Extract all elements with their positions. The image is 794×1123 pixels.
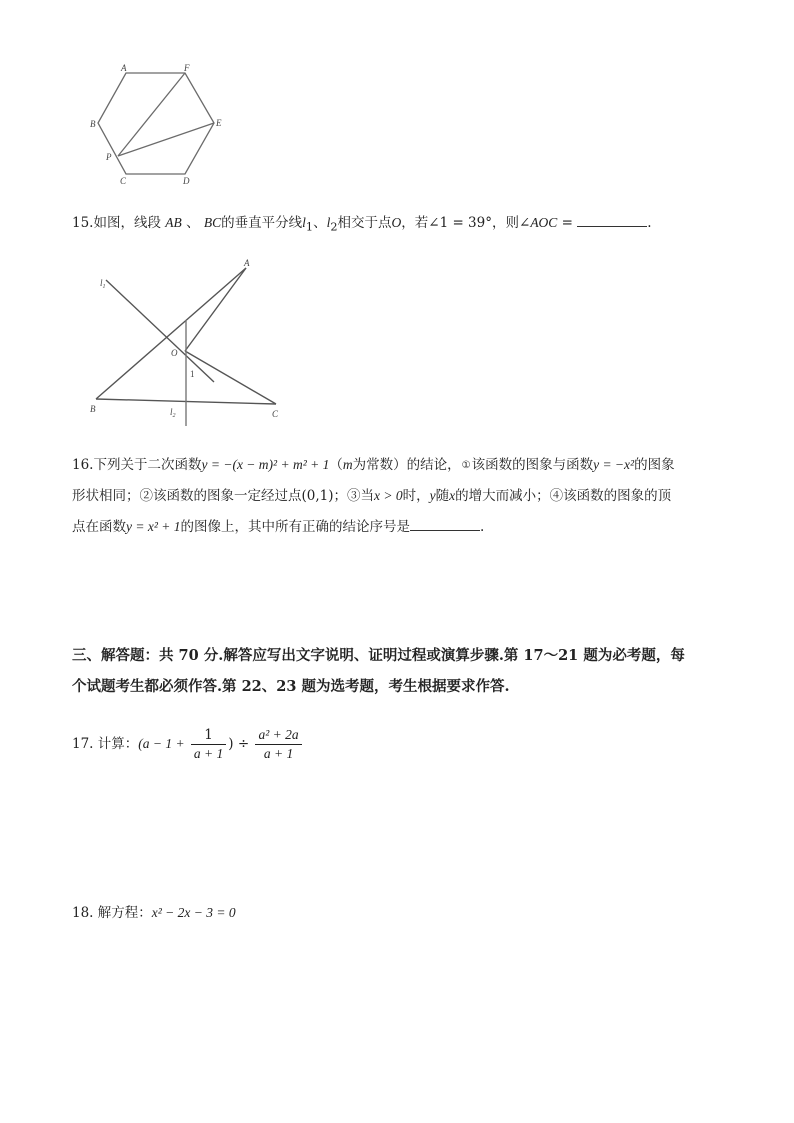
line-ab: [96, 268, 246, 399]
answer-blank-15[interactable]: [577, 212, 647, 227]
q15-number: 15.: [72, 215, 94, 231]
label-o: O: [171, 348, 178, 358]
question-16-line-3: 点在函数y = x² + 1的图像上，其中所有正确的结论序号是 .: [72, 512, 484, 542]
q17-label: 17. 计算：: [72, 736, 139, 752]
segment-pe: [118, 123, 214, 156]
question-16-line-1: 16.下列关于二次函数y = −(x − m)² + m² + 1（m为常数）的结论，①该函数的图象与函数y = −x²的图象: [72, 457, 675, 473]
question-16-line-2: 形状相同；②该函数的图象一定经过点(0,1)；③当x > 0时，y随x的增大而减小；④该函数的图象的顶: [72, 488, 672, 504]
label-p: P: [106, 152, 112, 162]
hexagon-shape: [98, 73, 214, 174]
label-a2: A: [244, 258, 250, 268]
bisector-figure: [76, 252, 294, 430]
line-l1: [106, 280, 214, 382]
label-a: A: [121, 63, 127, 73]
fraction-1: $\frac{1}{a + 1}$: [191, 726, 226, 763]
label-d: D: [183, 176, 190, 186]
section-3-heading-line-1: 三、解答题：共 70 分.解答应写出文字说明、证明过程或演算步骤.第 17～21 题为必考题，每: [72, 647, 685, 664]
label-e: E: [216, 118, 222, 128]
q18-equation: x² − 2x − 3 = 0: [151, 905, 236, 920]
label-b2: B: [90, 404, 96, 414]
q16-number: 16.: [72, 457, 94, 473]
section-3-heading-line-2: 个试题考生都必须作答.第 22、23 题为选考题，考生根据要求作答.: [72, 678, 510, 695]
label-c: C: [120, 176, 127, 186]
segment-pf: [118, 73, 185, 156]
q18-label: 18. 解方程：: [72, 905, 152, 921]
hexagon-figure: [88, 62, 240, 190]
label-c2: C: [272, 409, 279, 419]
label-l1: $l_1$: [100, 278, 106, 290]
label-b: B: [90, 119, 96, 129]
line-oa: [185, 268, 246, 351]
answer-blank-16[interactable]: [410, 516, 480, 531]
label-f: F: [184, 63, 190, 73]
fraction-2: $\frac{\text{a² + 2a}}{a + 1}$: [255, 726, 301, 763]
question-17: 17. 计算：(a − 1 + $\frac{1}{a + 1}$ ) ÷ $\frac{\text{a² + 2a}}{a + 1}$: [72, 724, 304, 764]
label-l2: $l_2$: [170, 407, 176, 419]
label-angle-1: 1: [190, 369, 195, 379]
line-oc: [185, 351, 276, 404]
question-18: [72, 898, 236, 928]
question-15: 15.如图，线段 AB 、 BC的垂直平分线$l_1$、$l_2$相交于点O，若∠1 = 39°，则∠AOC = .: [72, 208, 652, 243]
